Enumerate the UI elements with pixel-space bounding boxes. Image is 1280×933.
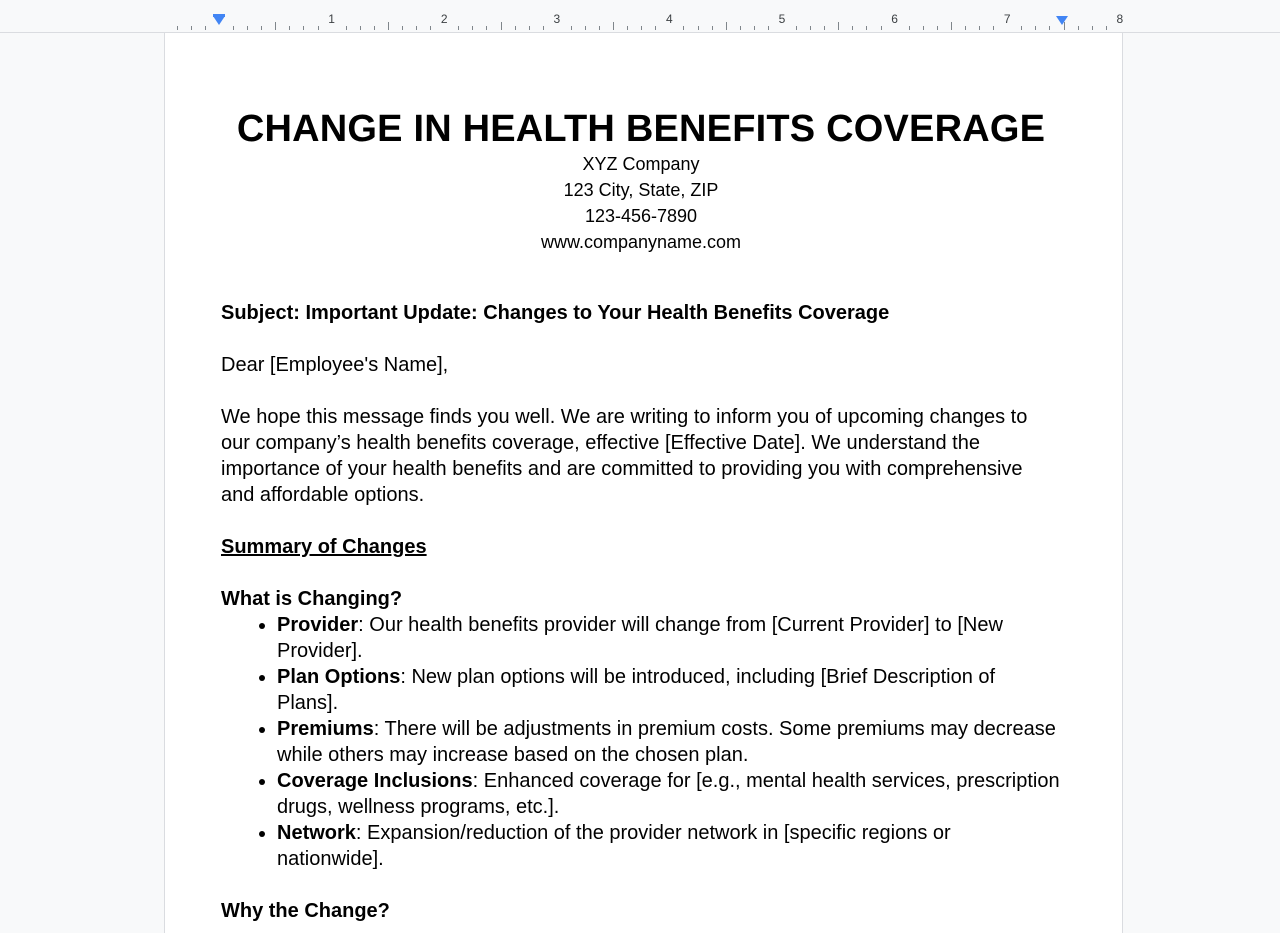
ruler-tick	[810, 26, 811, 30]
ruler-tick	[824, 26, 825, 30]
document-page[interactable]	[164, 33, 1123, 933]
document-body[interactable]	[221, 33, 1061, 924]
why-heading-text: Why the Change?	[221, 900, 390, 922]
list-item	[277, 664, 1061, 716]
ruler-tick	[993, 26, 994, 30]
ruler-tick	[388, 22, 389, 30]
bullet-term: Provider	[277, 614, 359, 636]
ruler-tick	[937, 26, 938, 30]
ruler-tick	[1064, 22, 1065, 30]
bullet-term: Coverage Inclusions	[277, 770, 473, 792]
bullet-text: : Our health benefits provider will change from [Current Provider] to [New Provider].	[277, 614, 1003, 662]
ruler-tick	[1106, 26, 1107, 30]
bullet-text: : There will be adjustments in premium costs. Some premiums may decrease while others may increase based on the chosen plan.	[277, 718, 1056, 766]
ruler-tick	[585, 26, 586, 30]
ruler-tick	[571, 26, 572, 30]
ruler-tick	[501, 22, 502, 30]
ruler-tick	[233, 26, 234, 30]
ruler-tick	[205, 26, 206, 30]
ruler-tick	[1092, 26, 1093, 30]
ruler-tick	[979, 26, 980, 30]
ruler-number: 3	[553, 12, 561, 26]
ruler-tick	[641, 26, 642, 30]
ruler-tick	[740, 26, 741, 30]
ruler-number: 2	[440, 12, 448, 26]
ruler-tick	[866, 26, 867, 30]
ruler-number: 4	[666, 12, 673, 26]
ruler-tick	[458, 26, 459, 30]
ruler-tick	[923, 26, 924, 30]
summary-heading-text: Summary of Changes	[221, 536, 427, 558]
what-heading	[221, 586, 1061, 612]
ruler-tick	[965, 26, 966, 30]
ruler-tick	[543, 26, 544, 30]
ruler-tick	[402, 26, 403, 30]
bullet-term: Plan Options	[277, 666, 401, 688]
company-name: XYZ Company	[582, 154, 700, 174]
ruler-tick	[1021, 26, 1022, 30]
ruler-number: 8	[1116, 12, 1124, 26]
ruler-tick	[289, 26, 290, 30]
ruler-tick	[838, 22, 839, 30]
company-website: www.companyname.com	[540, 232, 742, 252]
ruler-tick	[515, 26, 516, 30]
why-heading	[221, 898, 1061, 924]
ruler-tick	[754, 26, 755, 30]
ruler-tick	[852, 26, 853, 30]
ruler-tick	[303, 26, 304, 30]
ruler-tick	[529, 26, 530, 30]
greeting: Dear [Employee's Name],	[221, 354, 449, 376]
list-item	[277, 716, 1061, 768]
ruler-tick	[374, 26, 375, 30]
ruler-tick	[247, 26, 248, 30]
list-item	[277, 612, 1061, 664]
bullet-term: Network	[277, 822, 356, 844]
list-item	[277, 820, 1061, 872]
company-phone: 123-456-7890	[584, 206, 698, 226]
company-address: 123 City, State, ZIP	[563, 180, 719, 200]
ruler-tick	[1035, 26, 1036, 30]
ruler-tick	[1049, 26, 1050, 30]
summary-heading	[221, 534, 1061, 560]
ruler-tick	[430, 26, 431, 30]
subject-text: Subject: Important Update: Changes to Your Health Benefits Coverage	[221, 302, 890, 324]
ruler-tick	[655, 26, 656, 30]
ruler-tick	[726, 22, 727, 30]
ruler-tick	[627, 26, 628, 30]
ruler-tick	[360, 26, 361, 30]
ruler-tick	[261, 26, 262, 30]
ruler-tick	[599, 26, 600, 30]
left-indent-marker[interactable]	[213, 16, 225, 25]
changes-list	[221, 612, 1061, 872]
ruler-tick	[486, 26, 487, 30]
subject-line	[221, 300, 1061, 326]
ruler-tick	[712, 26, 713, 30]
bullet-text: : Expansion/reduction of the provider network in [specific regions or nationwide].	[277, 822, 951, 870]
ruler-number: 7	[1003, 12, 1011, 26]
horizontal-ruler[interactable]	[0, 0, 1280, 33]
right-indent-marker[interactable]	[1056, 16, 1068, 25]
ruler-tick	[1078, 26, 1079, 30]
ruler-tick	[951, 22, 952, 30]
ruler-tick	[275, 22, 276, 30]
ruler-tick	[683, 26, 684, 30]
list-item	[277, 768, 1061, 820]
bullet-term: Premiums	[277, 718, 374, 740]
ruler-tick	[909, 26, 910, 30]
ruler-number: 5	[778, 12, 786, 26]
ruler-number: 6	[891, 12, 898, 26]
ruler-tick	[346, 26, 347, 30]
ruler-tick	[796, 26, 797, 30]
bullet-text: : New plan options will be introduced, including [Brief Description of Plans].	[277, 666, 996, 714]
ruler-tick	[881, 26, 882, 30]
what-heading-text: What is Changing?	[221, 588, 403, 610]
ruler-number: 1	[328, 12, 335, 26]
ruler-tick	[177, 26, 178, 30]
ruler-tick	[416, 26, 417, 30]
ruler-tick	[191, 26, 192, 30]
bullet-text: : Enhanced coverage for [e.g., mental health services, prescription drugs, wellness programs, etc.].	[277, 770, 1060, 818]
document-title: CHANGE IN HEALTH BENEFITS COVERAGE	[236, 108, 1046, 150]
ruler-tick	[613, 22, 614, 30]
ruler-tick	[768, 26, 769, 30]
intro-paragraph: We hope this message finds you well. We are writing to inform you of upcoming changes to our company’s health benefits coverage, effective [Effective Date]. We understand the importance of your health benefits and are committed to providing you with comprehensive and affordable options.	[221, 406, 1028, 506]
ruler-tick	[472, 26, 473, 30]
ruler-tick	[318, 26, 319, 30]
ruler-tick	[698, 26, 699, 30]
